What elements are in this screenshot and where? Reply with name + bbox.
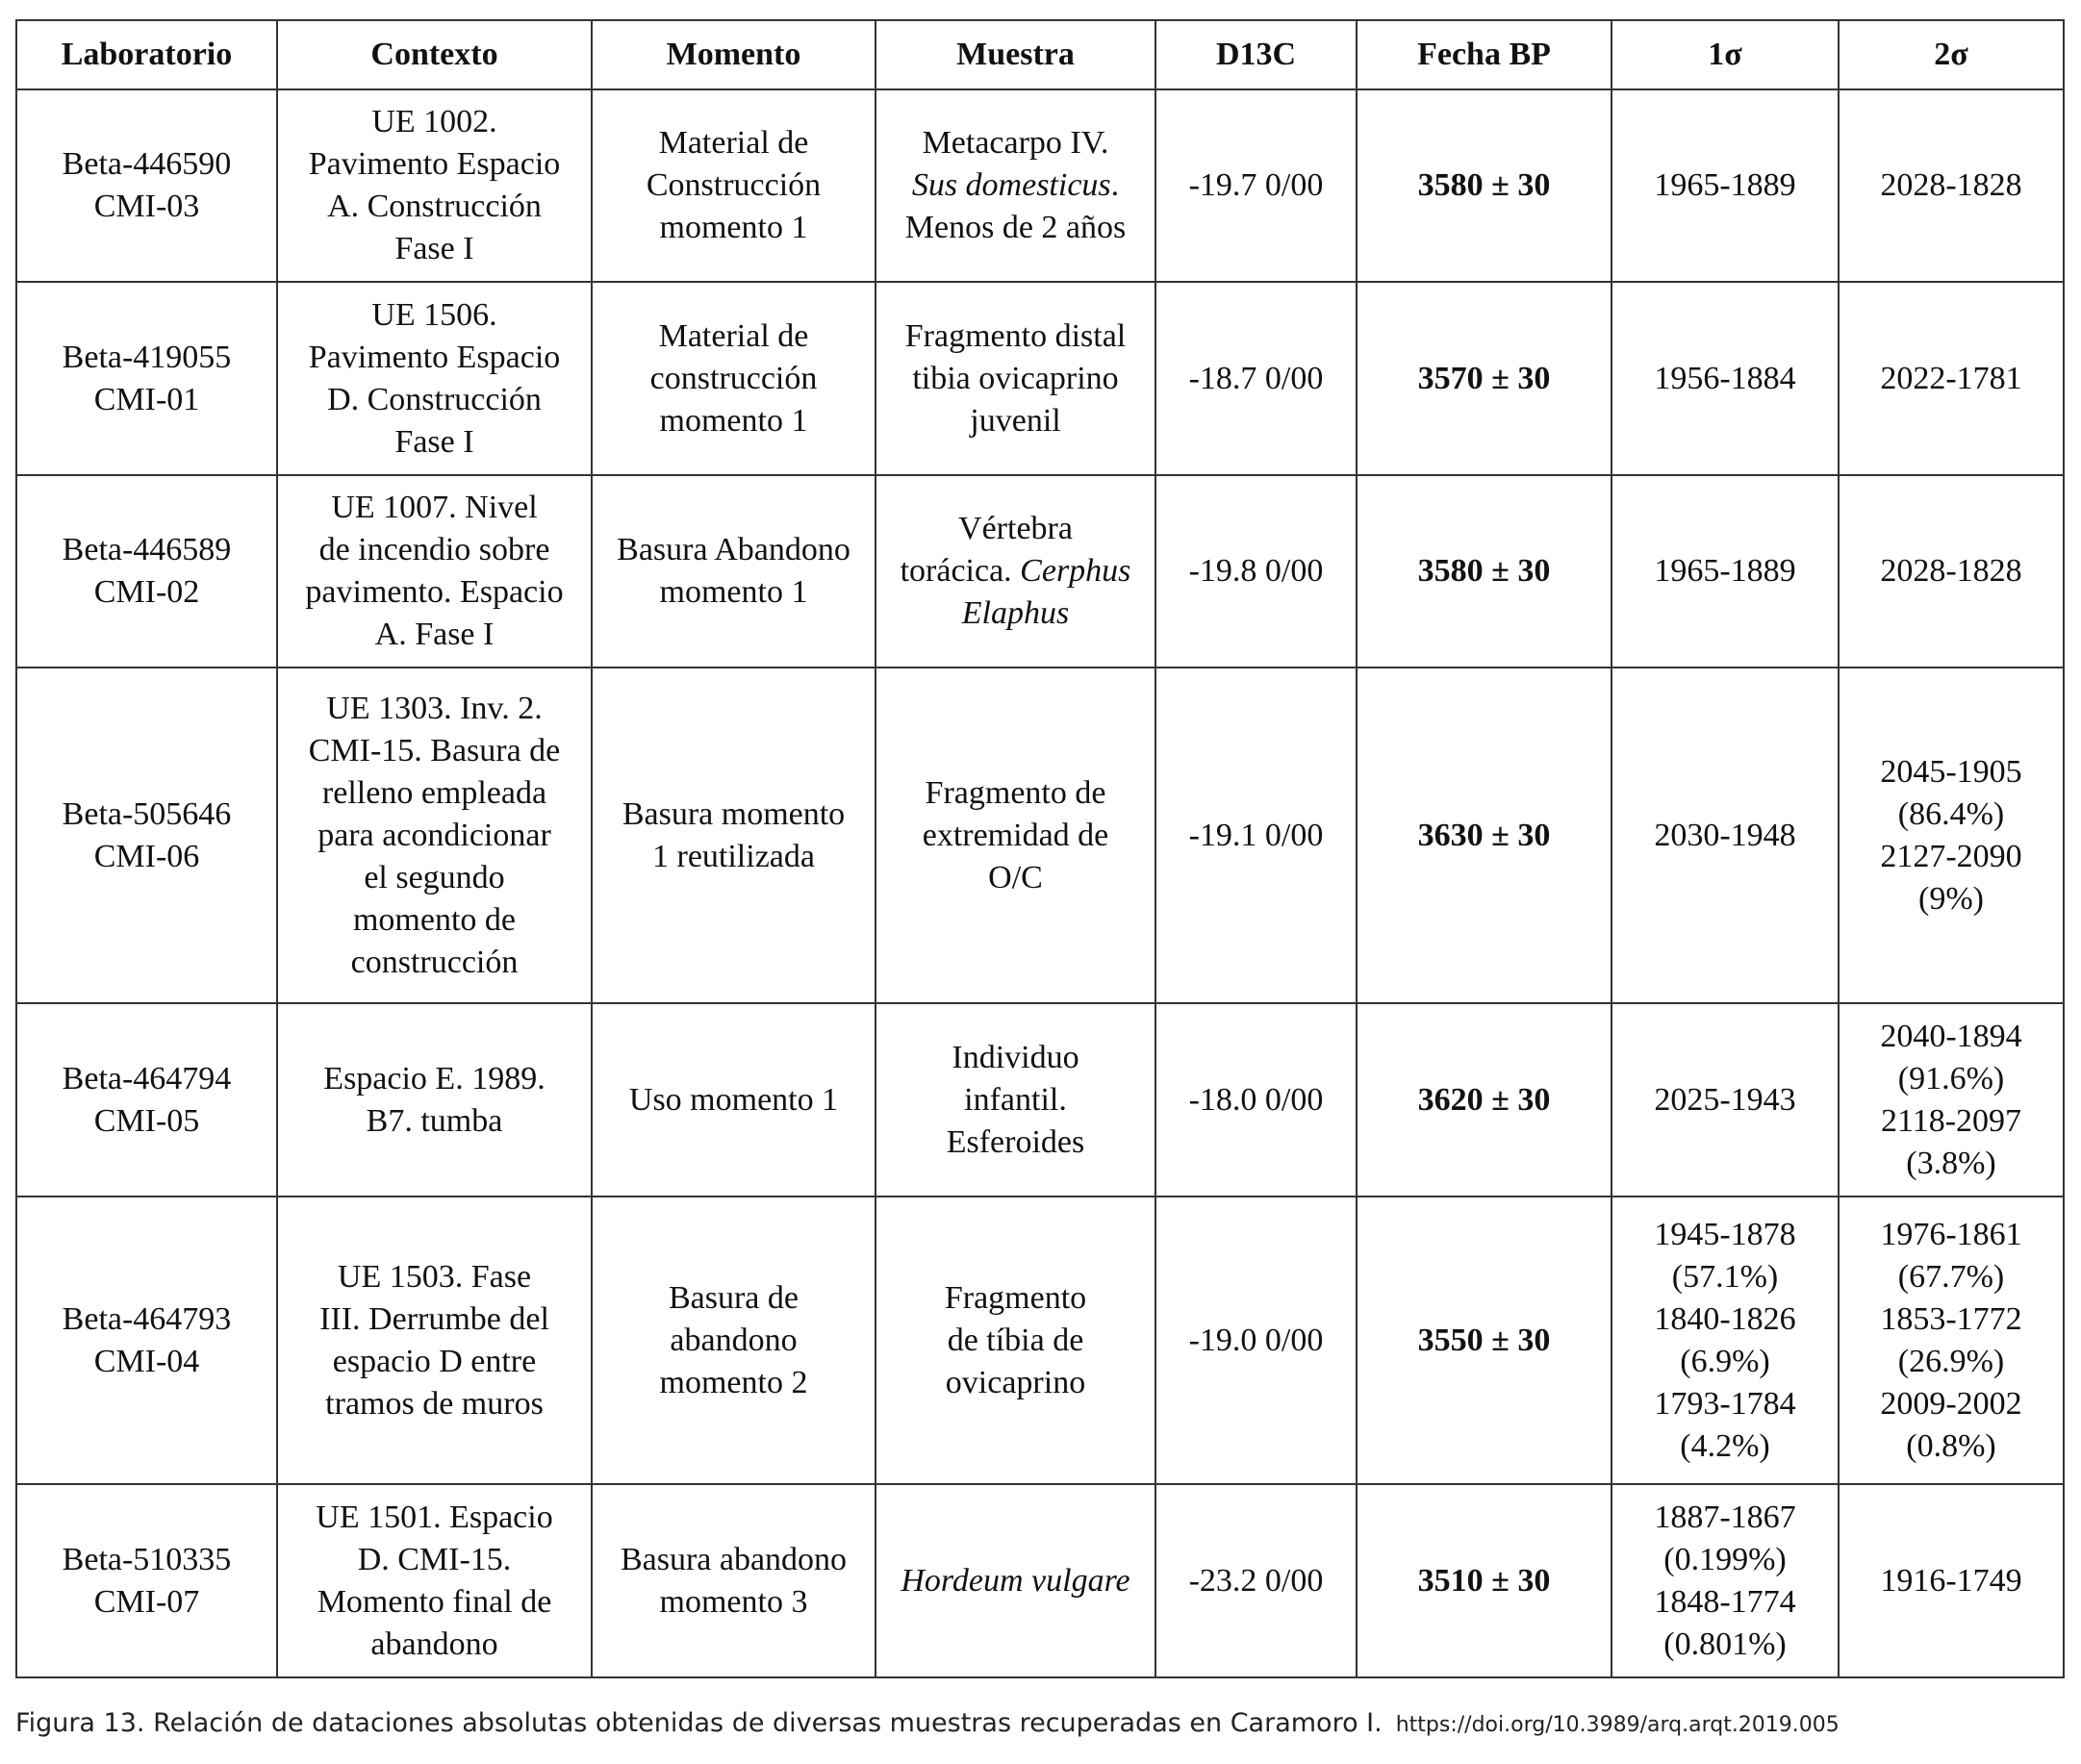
text-run: torácica. <box>900 553 1021 590</box>
cell-line: momento 1 <box>659 574 808 611</box>
cell-line: (67.7%) <box>1897 1258 2005 1295</box>
cell-line: 2028-1828 <box>1880 167 2022 204</box>
cell-laboratorio <box>16 668 277 1003</box>
cell-line: CMI-05 <box>93 1102 200 1139</box>
cell-line: Beta-510335 <box>62 1541 232 1577</box>
cell-contexto <box>277 1197 592 1485</box>
cell-line: 1840-1826 <box>1654 1300 1796 1337</box>
table-row <box>16 1003 2064 1196</box>
cell-line: 1976-1861 <box>1880 1216 2022 1252</box>
cell-line: abandono <box>670 1322 798 1358</box>
cell-d13c: -18.0 0/00 <box>1155 1003 1357 1196</box>
text-run: extremidad de <box>922 817 1109 853</box>
cell-sigma2 <box>1839 475 2064 668</box>
cell-contexto <box>277 1003 592 1196</box>
cell-contexto <box>277 668 592 1003</box>
cell-line <box>884 772 1147 815</box>
cell-line: Basura momento <box>622 795 846 832</box>
cell-line: (9%) <box>1918 880 1984 917</box>
cell-line: momento 2 <box>659 1364 808 1400</box>
cell-line: CMI-02 <box>93 574 200 611</box>
cell-sigma1 <box>1612 475 1839 668</box>
cell-momento <box>592 89 876 282</box>
cell-line: Construcción <box>646 167 822 204</box>
text-run: Vértebra <box>958 511 1073 547</box>
table-row <box>16 89 2064 282</box>
cell-muestra <box>876 1197 1155 1485</box>
table-row <box>16 668 2064 1003</box>
cell-line: momento de <box>352 901 517 938</box>
cell-line: momento 1 <box>659 402 808 439</box>
cell-line: 1945-1878 <box>1654 1216 1796 1252</box>
doi-link[interactable]: https://doi.org/10.3989/arq.arqt.2019.005 <box>1395 1713 1840 1737</box>
cell-line: Pavimento Espacio <box>308 146 561 183</box>
text-run: Metacarpo IV. <box>922 125 1109 162</box>
cell-line: Uso momento 1 <box>628 1081 839 1118</box>
cell-line: para acondicionar <box>317 817 551 853</box>
cell-line: (57.1%) <box>1671 1258 1779 1295</box>
cell-line: (0.199%) <box>1663 1541 1787 1577</box>
cell-line <box>884 592 1147 635</box>
text-run: juvenil <box>970 402 1061 439</box>
cell-muestra <box>876 89 1155 282</box>
species-name: Elaphus <box>961 595 1070 632</box>
cell-fecha-bp: 3570 ± 30 <box>1357 282 1612 474</box>
cell-line: pavimento. Espacio <box>305 574 564 611</box>
species-name: Sus domesticus <box>911 167 1111 204</box>
cell-line: UE 1303. Inv. 2. <box>326 690 543 726</box>
cell-line: UE 1007. Nivel <box>331 490 538 526</box>
cell-momento <box>592 1197 876 1485</box>
cell-line: CMI-06 <box>93 838 200 874</box>
cell-line: 2118-2097 <box>1880 1102 2022 1139</box>
cell-muestra <box>876 282 1155 474</box>
cell-line: construcción <box>649 360 818 396</box>
cell-laboratorio <box>16 1003 277 1196</box>
cell-line: Basura Abandono <box>617 532 850 568</box>
table-row <box>16 1197 2064 1485</box>
cell-line: (6.9%) <box>1680 1343 1770 1379</box>
cell-line: D. CMI-15. <box>357 1541 512 1577</box>
cell-muestra <box>876 1484 1155 1677</box>
cell-sigma2 <box>1839 1003 2064 1196</box>
cell-line: 2022-1781 <box>1880 360 2022 396</box>
cell-laboratorio <box>16 89 277 282</box>
cell-sigma1 <box>1612 89 1839 282</box>
header-momento: Momento <box>592 20 876 89</box>
cell-line: Fase I <box>394 231 474 267</box>
header-d13c: D13C <box>1155 20 1357 89</box>
cell-line <box>884 1320 1147 1362</box>
cell-d13c: -19.7 0/00 <box>1155 89 1357 282</box>
cell-line: (0.8%) <box>1906 1427 1996 1464</box>
header-sigma1: 1σ <box>1612 20 1839 89</box>
cell-d13c: -19.0 0/00 <box>1155 1197 1357 1485</box>
text-run: Fragmento distal <box>904 317 1127 354</box>
header-muestra: Muestra <box>876 20 1155 89</box>
cell-line: construcción <box>350 944 519 980</box>
cell-momento <box>592 1484 876 1677</box>
cell-line: A. Fase I <box>374 617 495 653</box>
cell-line: CMI-01 <box>93 381 200 417</box>
header-laboratorio: Laboratorio <box>16 20 277 89</box>
text-run: ovicaprino <box>945 1364 1086 1400</box>
table-row <box>16 475 2064 668</box>
text-run: Fragmento <box>944 1279 1087 1316</box>
cell-d13c: -19.1 0/00 <box>1155 668 1357 1003</box>
cell-line: Material de <box>658 317 809 354</box>
cell-line: tramos de muros <box>325 1385 544 1422</box>
cell-muestra <box>876 668 1155 1003</box>
cell-sigma2 <box>1839 282 2064 474</box>
cell-line: CMI-04 <box>93 1343 200 1379</box>
cell-line <box>884 1121 1147 1164</box>
cell-line: CMI-03 <box>93 189 200 225</box>
species-name: Hordeum vulgare <box>901 1562 1130 1599</box>
cell-muestra <box>876 475 1155 668</box>
cell-sigma2 <box>1839 1484 2064 1677</box>
cell-line: 2030-1948 <box>1654 817 1796 853</box>
cell-line <box>884 550 1147 592</box>
text-run: Menos de 2 años <box>904 210 1127 246</box>
cell-line: Beta-464793 <box>62 1300 232 1337</box>
species-name: Cerphus <box>1020 553 1131 590</box>
cell-sigma1 <box>1612 1484 1839 1677</box>
cell-muestra <box>876 1003 1155 1196</box>
cell-line: 1848-1774 <box>1654 1583 1796 1620</box>
cell-line: UE 1506. <box>371 296 497 333</box>
cell-sigma2 <box>1839 89 2064 282</box>
cell-line: Beta-505646 <box>62 795 232 832</box>
cell-line: UE 1002. <box>371 104 497 140</box>
cell-line: 2025-1943 <box>1654 1081 1796 1118</box>
table-row <box>16 282 2064 474</box>
cell-line <box>884 1079 1147 1121</box>
cell-d13c: -23.2 0/00 <box>1155 1484 1357 1677</box>
table-body <box>16 89 2064 1677</box>
cell-line: 2009-2002 <box>1880 1385 2022 1422</box>
cell-line: 1916-1749 <box>1880 1562 2022 1599</box>
cell-fecha-bp: 3630 ± 30 <box>1357 668 1612 1003</box>
cell-momento <box>592 1003 876 1196</box>
cell-sigma2 <box>1839 668 2064 1003</box>
cell-fecha-bp: 3580 ± 30 <box>1357 475 1612 668</box>
header-fecha-bp: Fecha BP <box>1357 20 1612 89</box>
cell-line: 1965-1889 <box>1654 553 1796 590</box>
cell-line <box>884 400 1147 442</box>
text-run: infantil. <box>964 1081 1067 1118</box>
cell-line <box>884 207 1147 249</box>
cell-line: Pavimento Espacio <box>308 339 561 375</box>
cell-line <box>884 1037 1147 1079</box>
cell-line: 1793-1784 <box>1654 1385 1796 1422</box>
text-run: . <box>1110 167 1120 204</box>
cell-line <box>884 508 1147 550</box>
cell-line: A. Construcción <box>327 189 542 225</box>
cell-d13c: -19.8 0/00 <box>1155 475 1357 668</box>
cell-line <box>884 164 1147 207</box>
cell-sigma1 <box>1612 668 1839 1003</box>
cell-laboratorio <box>16 475 277 668</box>
cell-line: B7. tumba <box>366 1102 503 1139</box>
cell-line: Basura de <box>668 1279 799 1316</box>
cell-line: Basura abandono <box>620 1541 848 1577</box>
cell-line: (26.9%) <box>1897 1343 2005 1379</box>
text-run: tibia ovicaprino <box>912 360 1119 396</box>
cell-line: 2040-1894 <box>1880 1018 2022 1054</box>
cell-line: momento 3 <box>659 1583 808 1620</box>
cell-line: 1887-1867 <box>1654 1499 1796 1535</box>
cell-line: (91.6%) <box>1897 1060 2005 1096</box>
cell-line: (3.8%) <box>1906 1145 1996 1181</box>
header-row <box>16 20 2064 89</box>
cell-sigma1 <box>1612 1197 1839 1485</box>
text-run: Esferoides <box>946 1123 1085 1160</box>
cell-contexto <box>277 89 592 282</box>
cell-line: Espacio E. 1989. <box>323 1060 546 1096</box>
cell-sigma2 <box>1839 1197 2064 1485</box>
cell-contexto <box>277 475 592 668</box>
cell-line: momento 1 <box>659 210 808 246</box>
cell-line: 1 reutilizada <box>652 838 815 874</box>
cell-line: abandono <box>370 1625 498 1662</box>
cell-line: CMI-15. Basura de <box>308 732 561 769</box>
table-row <box>16 1484 2064 1677</box>
cell-laboratorio <box>16 1484 277 1677</box>
cell-line: III. Derrumbe del <box>319 1300 549 1337</box>
cell-laboratorio <box>16 282 277 474</box>
cell-line: Beta-419055 <box>62 339 232 375</box>
cell-line: de incendio sobre <box>318 532 550 568</box>
cell-line: (86.4%) <box>1897 795 2005 832</box>
cell-line: Material de <box>658 125 809 162</box>
cell-contexto <box>277 1484 592 1677</box>
cell-line <box>884 857 1147 899</box>
cell-line: CMI-07 <box>93 1583 200 1620</box>
cell-fecha-bp: 3510 ± 30 <box>1357 1484 1612 1677</box>
cell-line: Beta-464794 <box>62 1060 232 1096</box>
cell-line: (0.801%) <box>1663 1625 1787 1662</box>
cell-sigma1 <box>1612 1003 1839 1196</box>
cell-momento <box>592 475 876 668</box>
cell-line <box>884 815 1147 857</box>
caption-text: Figura 13. Relación de dataciones absolutas obtenidas de diversas muestras recuperadas en Caramoro I. <box>15 1708 1383 1738</box>
cell-line: Momento final de <box>317 1583 552 1620</box>
cell-line: Beta-446589 <box>62 532 232 568</box>
cell-momento <box>592 282 876 474</box>
cell-fecha-bp: 3580 ± 30 <box>1357 89 1612 282</box>
cell-contexto <box>277 282 592 474</box>
cell-line: 1956-1884 <box>1654 360 1796 396</box>
cell-line: espacio D entre <box>332 1343 537 1379</box>
cell-line <box>884 358 1147 400</box>
cell-momento <box>592 668 876 1003</box>
header-sigma2: 2σ <box>1839 20 2064 89</box>
cell-line: 1965-1889 <box>1654 167 1796 204</box>
cell-line: 2045-1905 <box>1880 753 2022 790</box>
header-contexto: Contexto <box>277 20 592 89</box>
cell-line: D. Construcción <box>327 381 542 417</box>
cell-fecha-bp: 3620 ± 30 <box>1357 1003 1612 1196</box>
cell-line <box>884 315 1147 358</box>
text-run: de tíbia de <box>947 1322 1084 1358</box>
cell-line <box>884 1362 1147 1404</box>
cell-line: UE 1503. Fase <box>337 1258 532 1295</box>
cell-line: relleno empleada <box>321 774 547 811</box>
cell-line: 2127-2090 <box>1880 838 2022 874</box>
cell-line <box>884 1277 1147 1320</box>
text-run: Individuo <box>952 1039 1079 1075</box>
cell-line: el segundo <box>364 859 505 895</box>
cell-sigma1 <box>1612 282 1839 474</box>
cell-line: Beta-446590 <box>62 146 232 183</box>
figure-caption <box>15 1708 2069 1738</box>
radiocarbon-dates-table <box>15 19 2065 1678</box>
cell-line: 2028-1828 <box>1880 553 2022 590</box>
cell-fecha-bp: 3550 ± 30 <box>1357 1197 1612 1485</box>
text-run: Fragmento de <box>925 774 1106 811</box>
cell-line: 1853-1772 <box>1880 1300 2022 1337</box>
cell-line <box>884 122 1147 164</box>
text-run: O/C <box>988 859 1043 895</box>
cell-line: Fase I <box>394 423 474 460</box>
cell-line: UE 1501. Espacio <box>316 1499 553 1535</box>
cell-line <box>884 1560 1147 1602</box>
cell-laboratorio <box>16 1197 277 1485</box>
cell-line: (4.2%) <box>1680 1427 1770 1464</box>
cell-d13c: -18.7 0/00 <box>1155 282 1357 474</box>
